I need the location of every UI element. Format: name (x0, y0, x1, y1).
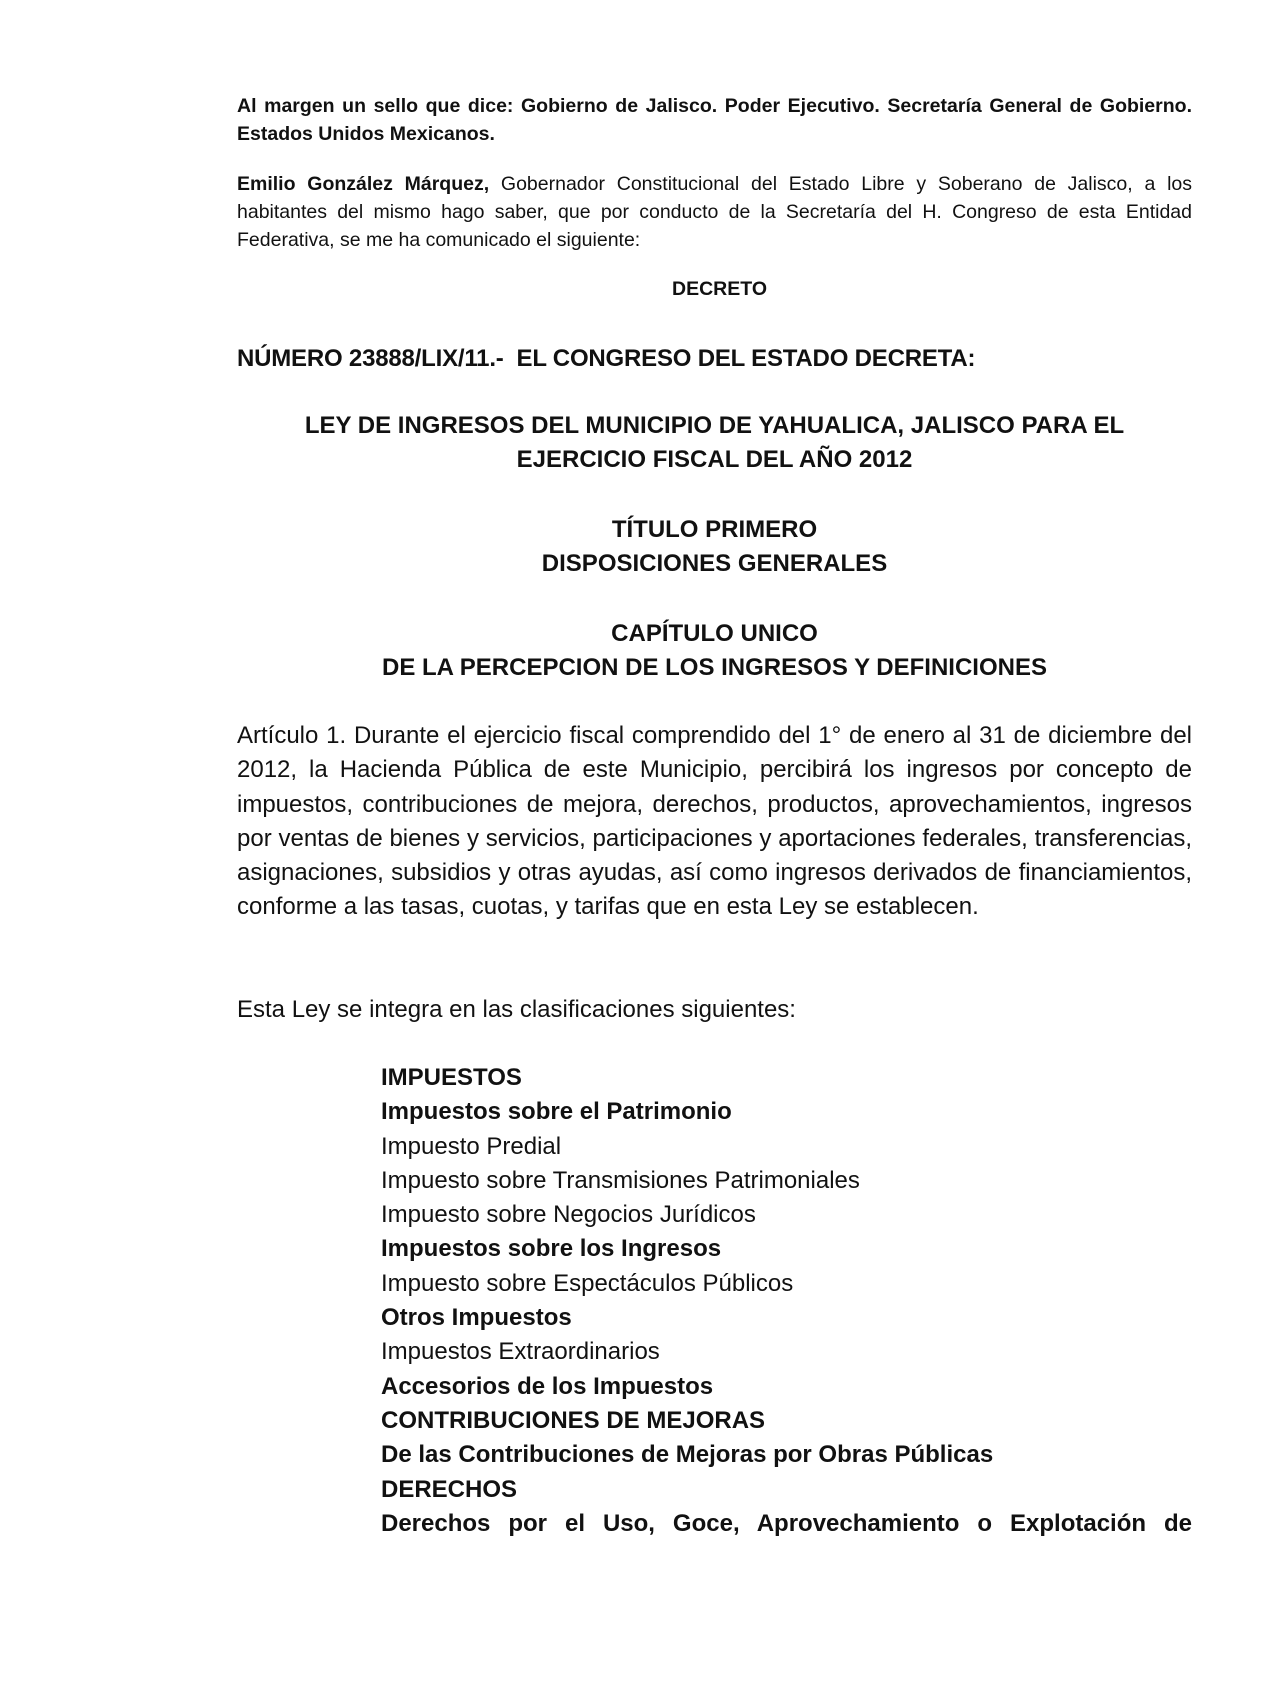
law-title-line: EJERCICIO FISCAL DEL AÑO 2012 (516, 446, 913, 473)
intro-paragraph (237, 170, 1192, 254)
article-1-paragraph: Artículo 1. Durante el ejercicio fiscal comprendido del 1° de enero al 31 de diciembre del 2012, la Hacienda Pública de este Municipio, percibirá los ingresos por concepto de impuestos, contribuciones de mejora, derechos, productos, aprovechamientos, ingresos por ventas de bienes y servicios, participaciones y aportaciones federales, transferencias, asignaciones, subsidios y otras ayudas, así como ingresos derivados de financiamientos, conforme a las tasas, cuotas, y tarifas que en esta Ley se establecen. (237, 722, 1192, 921)
chapter-heading-line: DE LA PERCEPCION DE LOS INGRESOS Y DEFINICIONES (381, 654, 1047, 681)
list-item: Otros Impuestos (381, 1304, 572, 1332)
classifications-intro: Esta Ley se integra en las clasificaciones siguientes: (237, 996, 796, 1023)
list-item: IMPUESTOS (381, 1064, 522, 1091)
title-heading-line: DISPOSICIONES GENERALES (541, 550, 888, 577)
decreto-label: DECRETO (672, 278, 767, 300)
list-item: De las Contribuciones de Mejoras por Obras Públicas (381, 1441, 994, 1469)
classifications-list (381, 1061, 1192, 1541)
chapter-heading (237, 617, 1192, 685)
law-title-line: LEY DE INGRESOS DEL MUNICIPIO DE YAHUALICA, JALISCO PARA EL (304, 412, 1125, 439)
margin-note: Al margen un sello que dice: Gobierno de Jalisco. Poder Ejecutivo. Secretaría General de Gobierno. Estados Unidos Mexicanos. (237, 95, 1192, 145)
list-item: DERECHOS (381, 1475, 518, 1503)
list-item: Impuestos Extraordinarios (381, 1338, 660, 1366)
intro-text: Gobernador Constitucional del Estado Libre y Soberano de Jalisco, a los habitantes del mismo hago saber, que por conducto de la Secretaría del H. Congreso de esta Entidad Federativa, se me ha comunicado el siguiente: (237, 173, 1192, 251)
list-item: Impuestos sobre el Patrimonio (381, 1098, 732, 1126)
law-title (237, 409, 1192, 477)
list-item: Derechos por el Uso, Goce, Aprovechamiento o Explotación de (381, 1509, 1192, 1537)
title-heading (237, 513, 1192, 581)
list-item: Impuestos sobre los Ingresos (381, 1235, 722, 1263)
list-item: Impuesto sobre Negocios Jurídicos (381, 1201, 756, 1229)
list-item: Impuesto Predial (381, 1132, 562, 1160)
list-item: Impuesto sobre Espectáculos Públicos (381, 1269, 794, 1297)
list-item: CONTRIBUCIONES DE MEJORAS (381, 1406, 766, 1434)
governor-name: Emilio González Márquez, (237, 173, 490, 195)
list-item: Impuesto sobre Transmisiones Patrimoniales (381, 1166, 860, 1194)
chapter-heading-line: CAPÍTULO UNICO (611, 620, 818, 647)
title-heading-line: TÍTULO PRIMERO (611, 516, 818, 543)
decree-number: NÚMERO 23888/LIX/11.- EL CONGRESO DEL ESTADO DECRETA: (237, 345, 976, 372)
list-item: Accesorios de los Impuestos (381, 1372, 714, 1400)
